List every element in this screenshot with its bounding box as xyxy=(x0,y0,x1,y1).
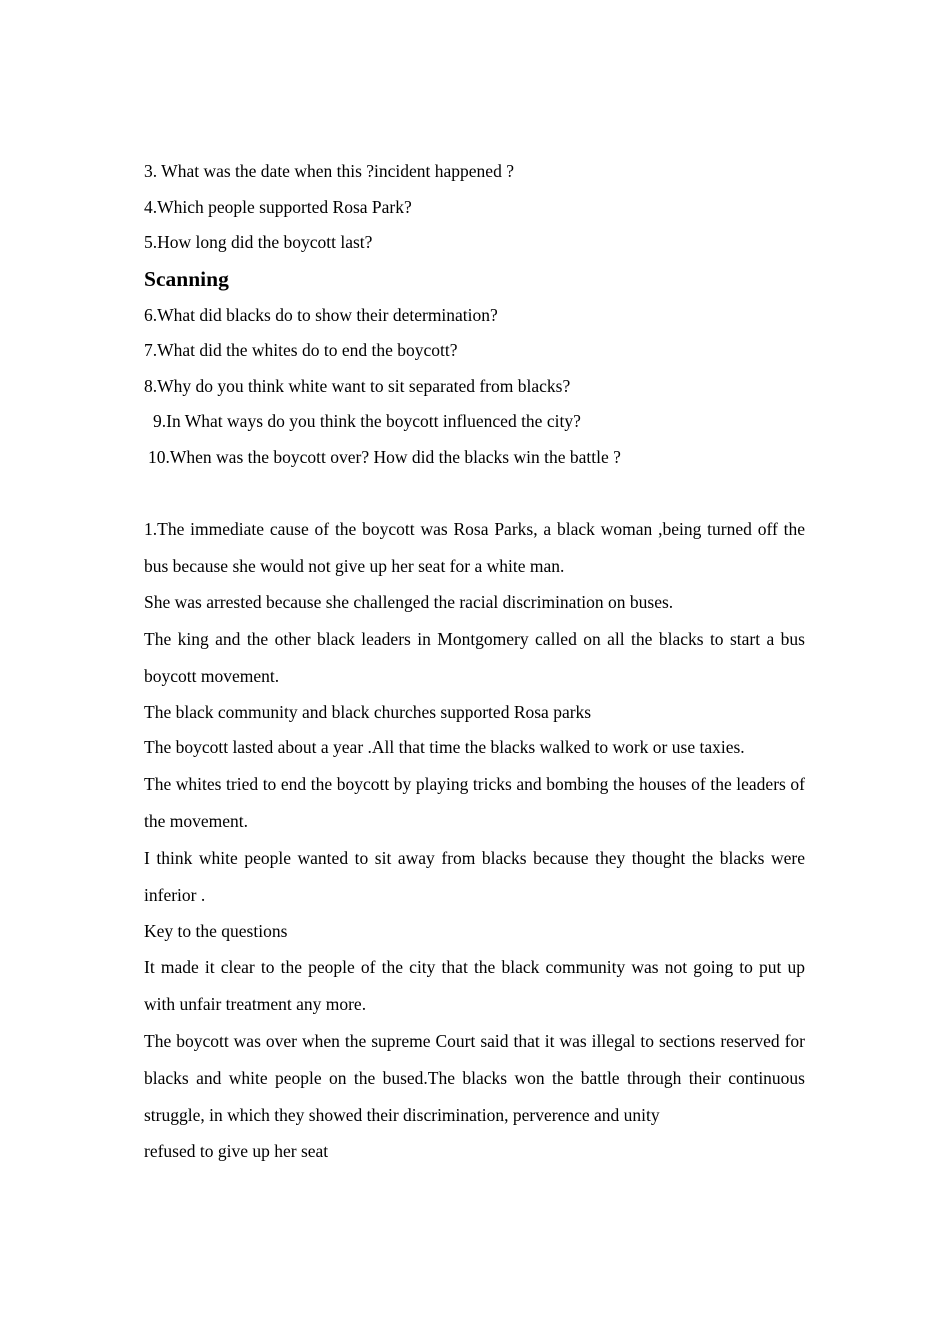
answer-10: refused to give up her seat xyxy=(144,1141,329,1161)
answer-3: The king and the other black leaders in Montgomery called on all the blacks to start a bus boycott movement. xyxy=(144,628,805,686)
question-7: 7.What did the whites do to end the boycott? xyxy=(144,340,458,360)
answer-7: I think white people wanted to sit away from blacks because they thought the blacks were inferior . xyxy=(144,847,805,905)
question-10: 10.When was the boycott over? How did the blacks win the battle ? xyxy=(148,446,621,467)
question-9: 9.In What ways do you think the boycott influenced the city? xyxy=(153,411,581,431)
answer-2: She was arrested because she challenged the racial discrimination on buses. xyxy=(144,592,674,612)
question-5: 5.How long did the boycott last? xyxy=(144,232,373,252)
question-4: 4.Which people supported Rosa Park? xyxy=(144,196,412,217)
answer-4: The black community and black churches supported Rosa parks xyxy=(144,701,592,722)
key-to-questions: Key to the questions xyxy=(144,920,288,941)
scanning-heading: Scanning xyxy=(144,266,229,291)
question-3: 3. What was the date when this ?incident happened ? xyxy=(144,161,514,181)
question-6: 6.What did blacks do to show their determination? xyxy=(144,304,498,325)
document-body xyxy=(144,154,805,1170)
answer-1: 1.The immediate cause of the boycott was Rosa Parks, a black woman ,being turned off the bus because she would not give up her seat for a white man. xyxy=(144,519,805,576)
answer-9: The boycott was over when the supreme Court said that it was illegal to sections reserved for blacks and white people on the bused.The blacks won the battle through their continuous struggle, in which they showed their discrimination, perverence and unity xyxy=(144,1031,805,1125)
answer-6: The whites tried to end the boycott by playing tricks and bombing the houses of the leaders of the movement. xyxy=(144,773,805,831)
answer-5: The boycott lasted about a year .All that time the blacks walked to work or use taxies. xyxy=(144,737,745,757)
answer-8: It made it clear to the people of the city that the black community was not going to put up with unfair treatment any more. xyxy=(144,957,805,1014)
question-8: 8.Why do you think white want to sit separated from blacks? xyxy=(144,375,571,396)
blank-line xyxy=(144,475,805,511)
